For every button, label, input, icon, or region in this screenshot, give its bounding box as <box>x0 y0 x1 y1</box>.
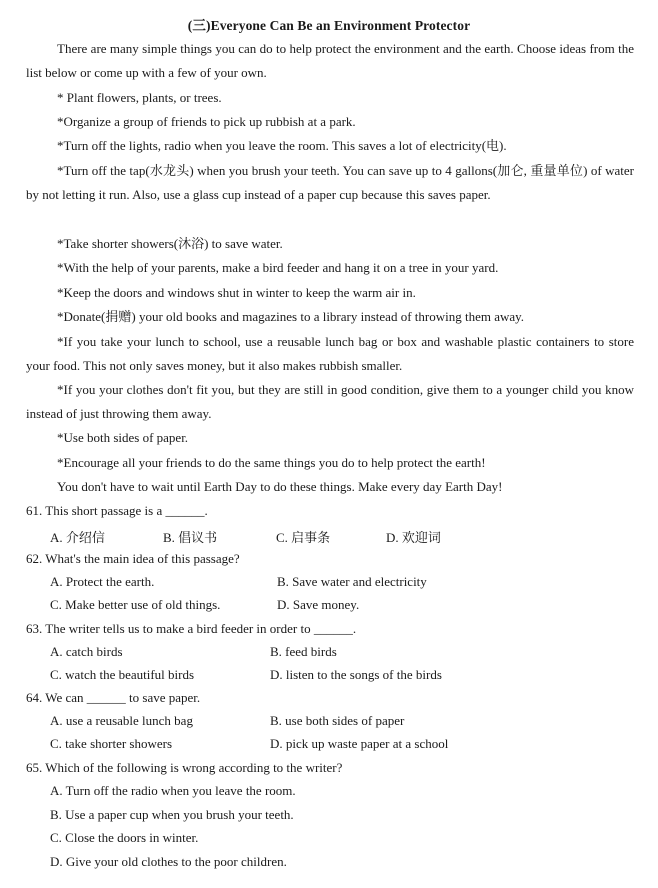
tip-1: * Plant flowers, plants, or trees. <box>57 90 222 105</box>
tip-11: *Use both sides of paper. <box>57 430 189 445</box>
intro-paragraph: There are many simple things you can do to help protect the environment and the earth. Choose ideas from the list below or come up with a few of your own. <box>26 41 634 81</box>
passage-title: (三)Everyone Can Be an Environment Protector <box>187 18 471 33</box>
tip-8: *Donate(捐赠) your old books and magazines to a library instead of throwing them away. <box>57 309 525 324</box>
question-64-stem: 64. We can ______ to save paper. <box>26 690 201 705</box>
question-65-option-c: C. Close the doors in winter. <box>50 830 199 845</box>
question-62-option-b: B. Save water and electricity <box>277 574 427 589</box>
tip-5: *Take shorter showers(沐浴) to save water. <box>57 236 283 251</box>
question-62-option-a: A. Protect the earth. <box>50 574 155 589</box>
question-62-stem: 62. What's the main idea of this passage? <box>26 551 240 566</box>
question-64-option-d: D. pick up waste paper at a school <box>270 736 449 751</box>
tip-9: *If you take your lunch to school, use a reusable lunch bag or box and washable plastic containers to store your food. This not only saves money, but it also makes rubbish smaller. <box>26 334 634 374</box>
question-63-stem: 63. The writer tells us to make a bird feeder in order to ______. <box>26 621 357 636</box>
question-62-option-d: D. Save money. <box>277 597 360 612</box>
tip-12: *Encourage all your friends to do the same things you do to help protect the earth! <box>57 455 486 470</box>
question-61-option-c: C. 启事条 <box>276 530 331 545</box>
question-65-option-d: D. Give your old clothes to the poor children. <box>50 854 287 869</box>
question-61-stem: 61. This short passage is a ______. <box>26 503 208 518</box>
question-63-option-c: C. watch the beautiful birds <box>50 667 195 682</box>
question-64-option-b: B. use both sides of paper <box>270 713 405 728</box>
question-61-option-d: D. 欢迎词 <box>386 530 441 545</box>
closing-paragraph: You don't have to wait until Earth Day to do these things. Make every day Earth Day! <box>57 479 503 494</box>
question-65-option-b: B. Use a paper cup when you brush your teeth. <box>50 807 294 822</box>
question-65-option-a: A. Turn off the radio when you leave the room. <box>50 783 296 798</box>
question-64-option-c: C. take shorter showers <box>50 736 173 751</box>
question-63-option-d: D. listen to the songs of the birds <box>270 667 442 682</box>
tip-7: *Keep the doors and windows shut in winter to keep the warm air in. <box>57 285 416 300</box>
question-63-option-b: B. feed birds <box>270 644 337 659</box>
tip-2: *Organize a group of friends to pick up rubbish at a park. <box>57 114 356 129</box>
question-65-stem: 65. Which of the following is wrong according to the writer? <box>26 760 343 775</box>
tip-10: *If you your clothes don't fit you, but they are still in good condition, give them to a younger child you know instead of just throwing them away. <box>26 382 634 422</box>
tip-3: *Turn off the lights, radio when you leave the room. This saves a lot of electricity(电). <box>57 138 507 153</box>
question-61-option-a: A. 介绍信 <box>50 530 105 545</box>
question-62-option-c: C. Make better use of old things. <box>50 597 221 612</box>
question-64-option-a: A. use a reusable lunch bag <box>50 713 193 728</box>
tip-4: *Turn off the tap(水龙头) when you brush your teeth. You can save up to 4 gallons(加仑, 重量单位) of water by not letting it run. Also, use a glass cup instead of a paper cup because this saves paper. <box>26 163 634 203</box>
tip-6: *With the help of your parents, make a bird feeder and hang it on a tree in your yard. <box>57 260 499 275</box>
question-61-option-b: B. 倡议书 <box>163 530 218 545</box>
question-63-option-a: A. catch birds <box>50 644 123 659</box>
